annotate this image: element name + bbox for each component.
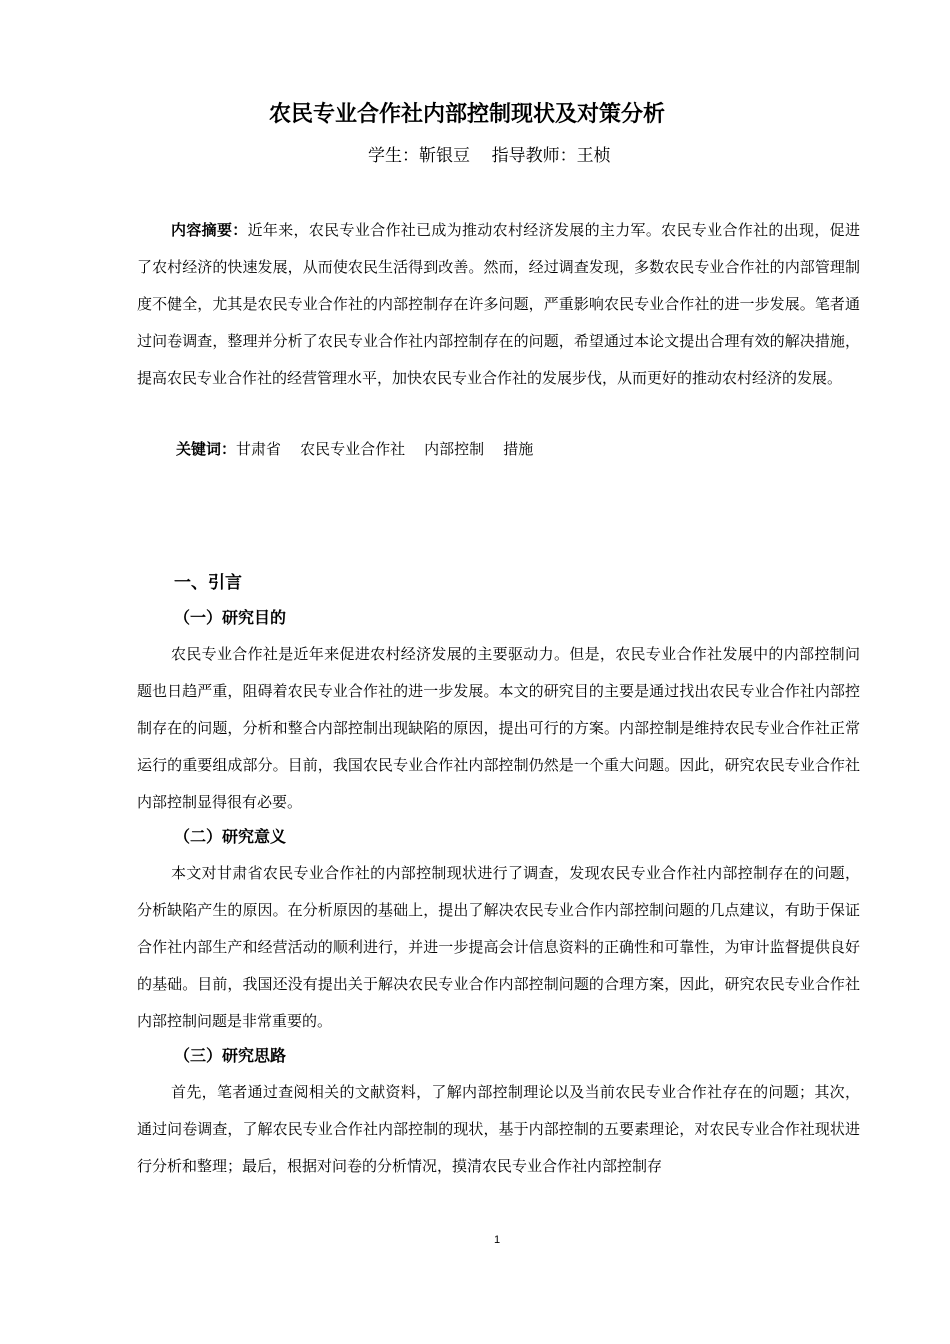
abstract-paragraph [137,212,860,397]
approach-paragraph: 首先，笔者通过查阅相关的文献资料，了解内部控制理论以及当前农民专业合作社存在的问题；其次，通过问卷调查，了解农民专业合作社内部控制的现状，基于内部控制的五要素理论，对农民专业合作社现状进行分析和整理；最后，根据对问卷的分析情况，摸清农民专业合作社内部控制存 [137,1083,860,1175]
paper-title: 农民专业合作社内部控制现状及对策分析 [268,102,665,127]
keywords [176,434,533,464]
page-number: 1 [493,1234,501,1246]
significance-paragraph: 本文对甘肃省农民专业合作社的内部控制现状进行了调查，发现农民专业合作社内部控制存在的问题，分析缺陷产生的原因。在分析原因的基础上，提出了解决农民专业合作内部控制问题的几点建议，有助于保证合作社内部生产和经营活动的顺利进行，并进一步提高会计信息资料的正确性和可靠性，为审计监督提供良好的基础。目前，我国还没有提出关于解决农民专业合作内部控制问题的合理方案，因此，研究农民专业合作社内部控制问题是非常重要的。 [137,864,860,1030]
subsection-heading-approach: （三）研究思路 [174,1046,287,1065]
section-heading-introduction: 一、引言 [174,573,242,593]
abstract [137,212,860,397]
significance-body [137,855,860,1040]
subsection-heading-significance: （二）研究意义 [174,827,287,846]
keywords-text: 甘肃省 农民专业合作社 内部控制 措施 [236,440,534,458]
abstract-label: 内容摘要： [171,221,248,239]
author-line: 学生：靳银豆 指导教师：王桢 [368,146,611,166]
subsection-heading-purpose: （一）研究目的 [174,608,287,627]
keywords-label: 关键词： [176,440,237,458]
purpose-paragraph: 农民专业合作社是近年来促进农村经济发展的主要驱动力。但是，农民专业合作社发展中的内部控制问题也日趋严重，阻碍着农民专业合作社的进一步发展。本文的研究目的主要是通过找出农民专业合作社内部控制存在的问题，分析和整合内部控制出现缺陷的原因，提出可行的方案。内部控制是维持农民专业合作社正常运行的重要组成部分。目前，我国农民专业合作社内部控制仍然是一个重大问题。因此，研究农民专业合作社内部控制显得很有必要。 [137,645,860,811]
approach-body [137,1074,860,1185]
abstract-text: 近年来，农民专业合作社已成为推动农村经济发展的主力军。农民专业合作社的出现，促进了农村经济的快速发展，从而使农民生活得到改善。然而，经过调查发现，多数农民专业合作社的内部管理制度不健全，尤其是农民专业合作社的内部控制存在许多问题，严重影响农民专业合作社的进一步发展。笔者通过问卷调查，整理并分析了农民专业合作社内部控制存在的问题，希望通过本论文提出合理有效的解决措施，提高农民专业合作社的经营管理水平，加快农民专业合作社的发展步伐，从而更好的推动农村经济的发展。 [137,221,860,387]
purpose-body [137,636,860,821]
